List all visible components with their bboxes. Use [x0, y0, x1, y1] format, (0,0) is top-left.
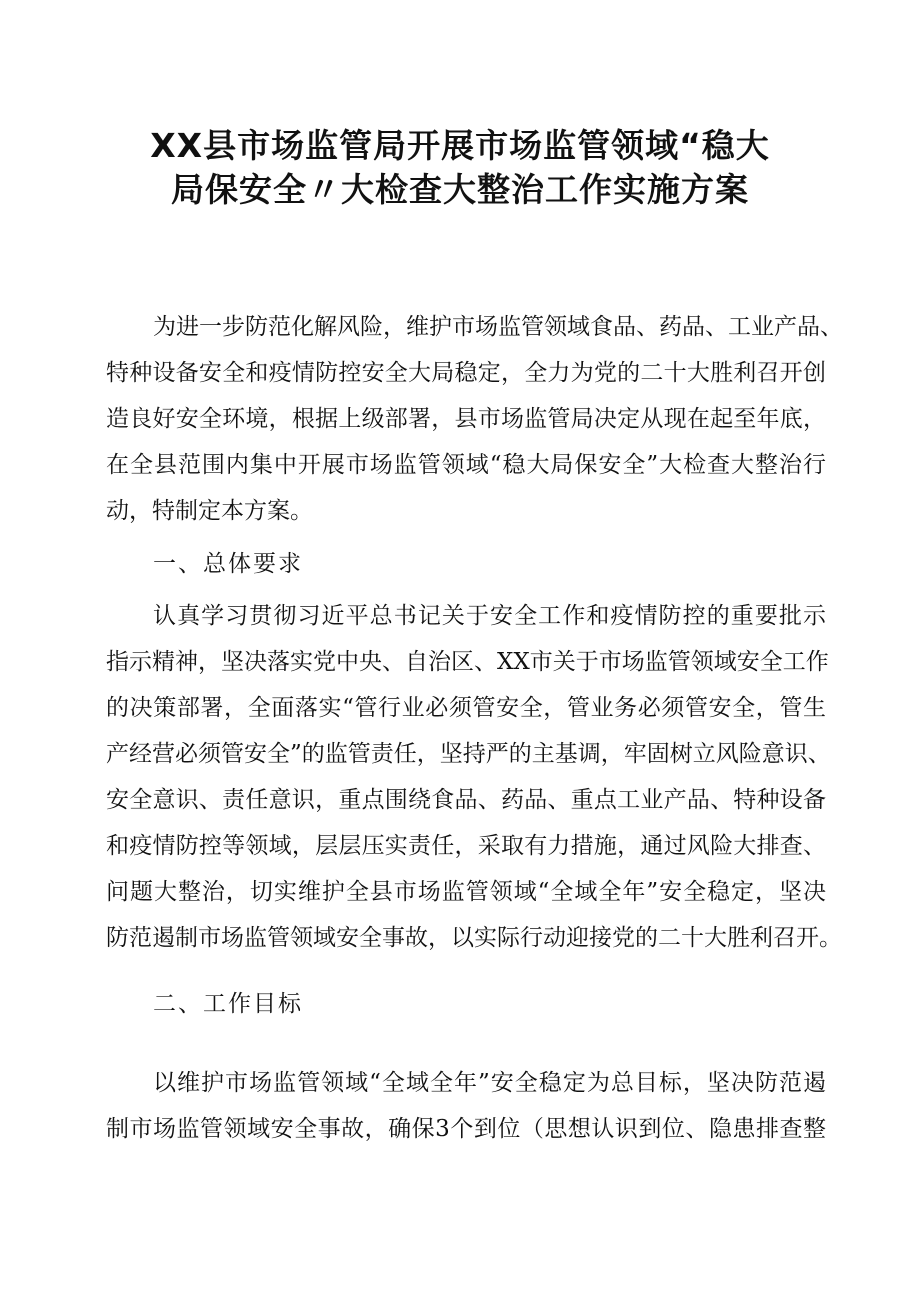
intro-paragraph-line: 特种设备安全和疫情防控安全大局稳定，全力为党的二十大胜利召开创: [106, 360, 826, 386]
section-heading-work-objectives: 二、工作目标: [153, 991, 303, 1017]
intro-paragraph-line: 动，特制定本方案。: [106, 498, 313, 524]
section1-paragraph-line: 指示精神，坚决落实党中央、自治区、XX市关于市场监管领域安全工作: [106, 649, 829, 675]
section1-paragraph-line: 问题大整治，切实维护全县市场监管领域“全域全年”安全稳定，坚决: [106, 879, 826, 905]
section2-paragraph-line: 以维护市场监管领域“全域全年”安全稳定为总目标，坚决防范遏: [153, 1070, 826, 1096]
section1-paragraph-line: 安全意识、责任意识，重点围绕食品、药品、重点工业产品、特种设备: [106, 787, 826, 813]
intro-paragraph-line: 为进一步防范化解风险，维护市场监管领域食品、药品、工业产品、: [153, 314, 843, 340]
section1-paragraph-line: 防范遏制市场监管领域安全事故，以实际行动迎接党的二十大胜利召开。: [106, 925, 842, 951]
section1-paragraph-line: 产经营必须管安全”的监管责任，坚持严的主基调，牢固树立风险意识、: [106, 741, 831, 767]
section2-paragraph-line: 制市场监管领域安全事故，确保3个到位（思想认识到位、隐患排查整: [106, 1116, 826, 1142]
section-heading-overall-requirements: 一、总体要求: [153, 551, 303, 577]
intro-paragraph-line: 造良好安全环境，根据上级部署，县市场监管局决定从现在起至年底，: [106, 406, 826, 432]
section1-paragraph-line: 的决策部署，全面落实“管行业必须管安全，管业务必须管安全，管生: [106, 695, 826, 721]
document-title-line-2: 局保安全〃大检查大整治工作实施方案: [171, 170, 749, 209]
document-title-line-1: XX县市场监管局开展市场监管领域“稳大: [150, 126, 770, 165]
intro-paragraph-line: 在全县范围内集中开展市场监管领域“稳大局保安全”大检查大整治行: [106, 452, 826, 478]
section1-paragraph-line: 和疫情防控等领域，层层压实责任，采取有力措施，通过风险大排查、: [106, 833, 826, 859]
section1-paragraph-line: 认真学习贯彻习近平总书记关于安全工作和疫情防控的重要批示: [153, 603, 826, 629]
